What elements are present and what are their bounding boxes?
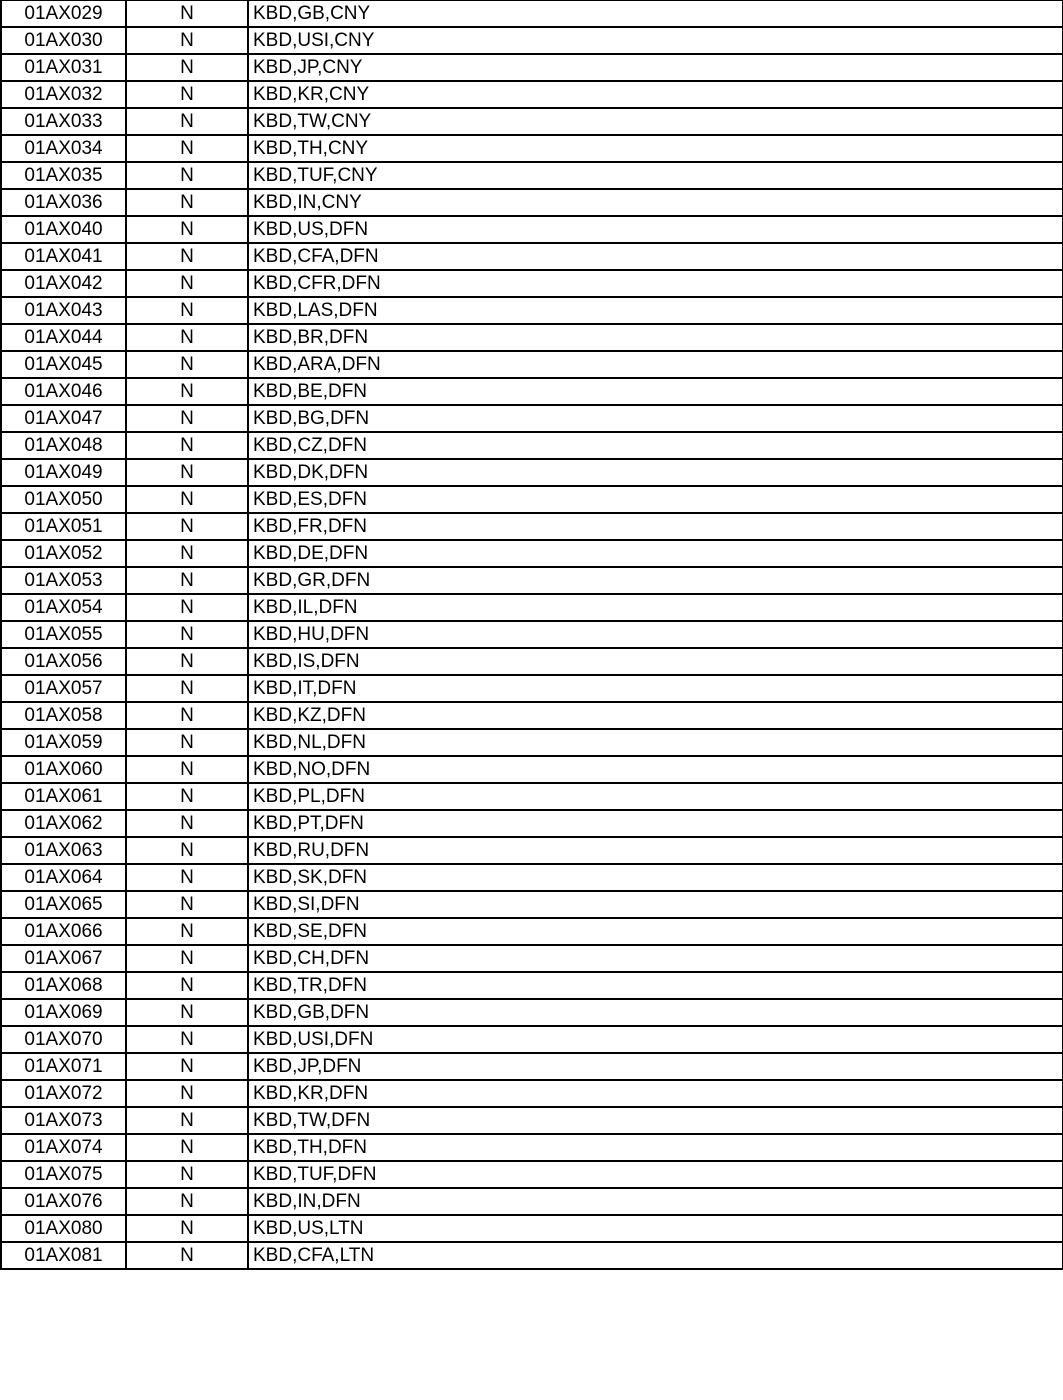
table-row [1,513,1063,540]
table-row [1,621,1063,648]
table-row [1,432,1063,459]
table-row [1,864,1063,891]
description-cell: KBD,TH,DFN [248,1134,1063,1161]
flag-cell: N [126,918,248,945]
table-row [1,1188,1063,1215]
table-row [1,189,1063,216]
part-code-cell: 01AX054 [1,594,126,621]
table-row [1,351,1063,378]
table-row [1,27,1063,54]
table-row [1,837,1063,864]
table-row [1,1161,1063,1188]
table-row [1,648,1063,675]
description-cell: KBD,KR,DFN [248,1080,1063,1107]
flag-cell: N [126,432,248,459]
table-row [1,405,1063,432]
table-row [1,702,1063,729]
description-cell: KBD,SK,DFN [248,864,1063,891]
parts-table-body [1,1,1063,1270]
part-code-cell: 01AX066 [1,918,126,945]
part-code-cell: 01AX065 [1,891,126,918]
description-cell: KBD,SE,DFN [248,918,1063,945]
flag-cell: N [126,1080,248,1107]
table-row [1,756,1063,783]
table-row [1,1053,1063,1080]
flag-cell: N [126,378,248,405]
flag-cell: N [126,297,248,324]
flag-cell: N [126,513,248,540]
flag-cell: N [126,1242,248,1269]
table-row [1,891,1063,918]
part-code-cell: 01AX073 [1,1107,126,1134]
flag-cell: N [126,270,248,297]
part-code-cell: 01AX059 [1,729,126,756]
table-row [1,972,1063,999]
flag-cell: N [126,135,248,162]
part-code-cell: 01AX057 [1,675,126,702]
table-row [1,1026,1063,1053]
table-row [1,1107,1063,1134]
description-cell: KBD,GB,DFN [248,999,1063,1026]
table-row [1,486,1063,513]
flag-cell: N [126,1161,248,1188]
table-row [1,810,1063,837]
table-row [1,1134,1063,1161]
table-row [1,729,1063,756]
description-cell: KBD,US,DFN [248,216,1063,243]
part-code-cell: 01AX043 [1,297,126,324]
description-cell: KBD,KR,CNY [248,81,1063,108]
table-row [1,324,1063,351]
part-code-cell: 01AX072 [1,1080,126,1107]
part-code-cell: 01AX071 [1,1053,126,1080]
part-code-cell: 01AX062 [1,810,126,837]
description-cell: KBD,IL,DFN [248,594,1063,621]
flag-cell: N [126,108,248,135]
flag-cell: N [126,486,248,513]
table-row [1,1080,1063,1107]
description-cell: KBD,BG,DFN [248,405,1063,432]
description-cell: KBD,TW,DFN [248,1107,1063,1134]
flag-cell: N [126,1107,248,1134]
flag-cell: N [126,729,248,756]
part-code-cell: 01AX049 [1,459,126,486]
flag-cell: N [126,567,248,594]
part-code-cell: 01AX076 [1,1188,126,1215]
part-code-cell: 01AX045 [1,351,126,378]
description-cell: KBD,IN,CNY [248,189,1063,216]
description-cell: KBD,CFA,LTN [248,1242,1063,1269]
description-cell: KBD,TR,DFN [248,972,1063,999]
flag-cell: N [126,243,248,270]
description-cell: KBD,TUF,CNY [248,162,1063,189]
description-cell: KBD,JP,DFN [248,1053,1063,1080]
flag-cell: N [126,324,248,351]
description-cell: KBD,GB,CNY [248,1,1063,28]
part-code-cell: 01AX074 [1,1134,126,1161]
flag-cell: N [126,405,248,432]
description-cell: KBD,BE,DFN [248,378,1063,405]
flag-cell: N [126,1026,248,1053]
description-cell: KBD,GR,DFN [248,567,1063,594]
flag-cell: N [126,810,248,837]
part-code-cell: 01AX033 [1,108,126,135]
description-cell: KBD,ARA,DFN [248,351,1063,378]
table-row [1,1,1063,28]
description-cell: KBD,DE,DFN [248,540,1063,567]
part-code-cell: 01AX047 [1,405,126,432]
table-row [1,945,1063,972]
table-row [1,297,1063,324]
part-code-cell: 01AX067 [1,945,126,972]
description-cell: KBD,PT,DFN [248,810,1063,837]
description-cell: KBD,US,LTN [248,1215,1063,1242]
part-code-cell: 01AX042 [1,270,126,297]
part-code-cell: 01AX075 [1,1161,126,1188]
part-code-cell: 01AX041 [1,243,126,270]
flag-cell: N [126,1215,248,1242]
table-row [1,54,1063,81]
table-row [1,459,1063,486]
flag-cell: N [126,81,248,108]
description-cell: KBD,USI,DFN [248,1026,1063,1053]
part-code-cell: 01AX064 [1,864,126,891]
description-cell: KBD,JP,CNY [248,54,1063,81]
flag-cell: N [126,189,248,216]
flag-cell: N [126,1,248,28]
description-cell: KBD,NL,DFN [248,729,1063,756]
table-row [1,1215,1063,1242]
flag-cell: N [126,1134,248,1161]
description-cell: KBD,LAS,DFN [248,297,1063,324]
description-cell: KBD,RU,DFN [248,837,1063,864]
table-row [1,1242,1063,1269]
description-cell: KBD,IS,DFN [248,648,1063,675]
table-row [1,378,1063,405]
part-code-cell: 01AX058 [1,702,126,729]
table-row [1,594,1063,621]
description-cell: KBD,NO,DFN [248,756,1063,783]
table-row [1,675,1063,702]
flag-cell: N [126,351,248,378]
description-cell: KBD,PL,DFN [248,783,1063,810]
part-code-cell: 01AX063 [1,837,126,864]
flag-cell: N [126,27,248,54]
flag-cell: N [126,540,248,567]
flag-cell: N [126,999,248,1026]
table-row [1,918,1063,945]
description-cell: KBD,TW,CNY [248,108,1063,135]
table-row [1,135,1063,162]
part-code-cell: 01AX048 [1,432,126,459]
description-cell: KBD,CZ,DFN [248,432,1063,459]
part-code-cell: 01AX080 [1,1215,126,1242]
description-cell: KBD,FR,DFN [248,513,1063,540]
part-code-cell: 01AX070 [1,1026,126,1053]
flag-cell: N [126,702,248,729]
part-code-cell: 01AX032 [1,81,126,108]
flag-cell: N [126,864,248,891]
description-cell: KBD,CFR,DFN [248,270,1063,297]
part-code-cell: 01AX029 [1,1,126,28]
part-code-cell: 01AX061 [1,783,126,810]
description-cell: KBD,IT,DFN [248,675,1063,702]
part-code-cell: 01AX034 [1,135,126,162]
flag-cell: N [126,162,248,189]
table-row [1,108,1063,135]
flag-cell: N [126,648,248,675]
flag-cell: N [126,972,248,999]
part-code-cell: 01AX060 [1,756,126,783]
part-code-cell: 01AX055 [1,621,126,648]
flag-cell: N [126,945,248,972]
part-code-cell: 01AX056 [1,648,126,675]
part-code-cell: 01AX030 [1,27,126,54]
flag-cell: N [126,459,248,486]
part-code-cell: 01AX081 [1,1242,126,1269]
part-code-cell: 01AX036 [1,189,126,216]
part-code-cell: 01AX031 [1,54,126,81]
table-row [1,783,1063,810]
table-row [1,999,1063,1026]
description-cell: KBD,SI,DFN [248,891,1063,918]
flag-cell: N [126,891,248,918]
description-cell: KBD,BR,DFN [248,324,1063,351]
part-code-cell: 01AX044 [1,324,126,351]
description-cell: KBD,TUF,DFN [248,1161,1063,1188]
description-cell: KBD,IN,DFN [248,1188,1063,1215]
description-cell: KBD,CFA,DFN [248,243,1063,270]
flag-cell: N [126,594,248,621]
flag-cell: N [126,783,248,810]
table-row [1,270,1063,297]
part-code-cell: 01AX046 [1,378,126,405]
description-cell: KBD,DK,DFN [248,459,1063,486]
flag-cell: N [126,1188,248,1215]
table-row [1,162,1063,189]
description-cell: KBD,CH,DFN [248,945,1063,972]
flag-cell: N [126,675,248,702]
table-row [1,81,1063,108]
description-cell: KBD,HU,DFN [248,621,1063,648]
table-row [1,540,1063,567]
part-code-cell: 01AX035 [1,162,126,189]
table-row [1,216,1063,243]
table-row [1,567,1063,594]
description-cell: KBD,TH,CNY [248,135,1063,162]
part-code-cell: 01AX051 [1,513,126,540]
flag-cell: N [126,756,248,783]
flag-cell: N [126,1053,248,1080]
part-code-cell: 01AX052 [1,540,126,567]
part-code-cell: 01AX069 [1,999,126,1026]
table-row [1,243,1063,270]
description-cell: KBD,ES,DFN [248,486,1063,513]
part-code-cell: 01AX050 [1,486,126,513]
part-code-cell: 01AX068 [1,972,126,999]
flag-cell: N [126,54,248,81]
flag-cell: N [126,216,248,243]
part-code-cell: 01AX040 [1,216,126,243]
part-code-cell: 01AX053 [1,567,126,594]
description-cell: KBD,KZ,DFN [248,702,1063,729]
flag-cell: N [126,837,248,864]
flag-cell: N [126,621,248,648]
description-cell: KBD,USI,CNY [248,27,1063,54]
